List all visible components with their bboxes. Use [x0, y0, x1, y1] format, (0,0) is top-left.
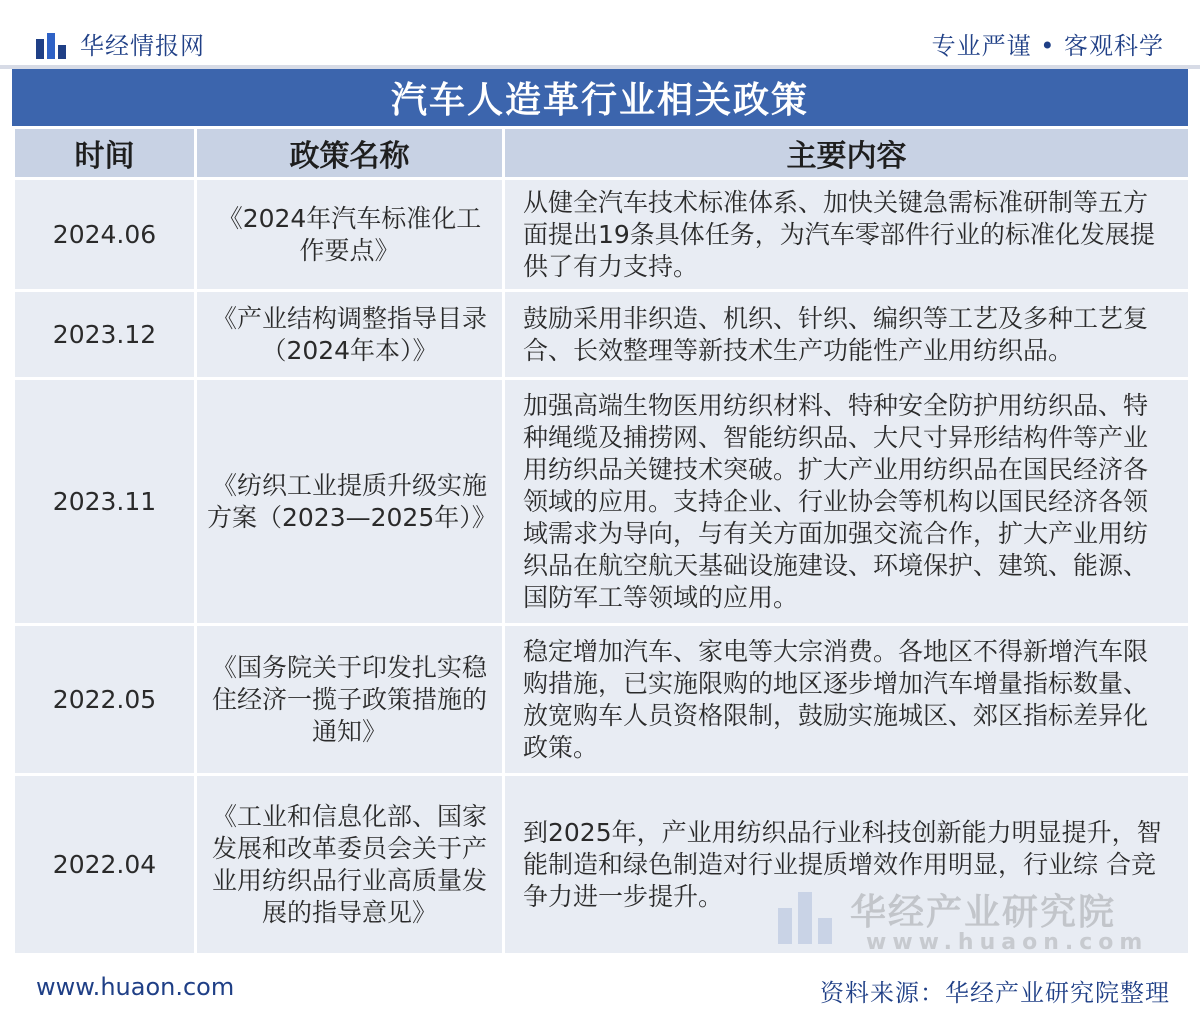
page-header [0, 0, 1200, 66]
policy-name: 《国务院关于印发扎实稳住经济一揽子政策措施的通知》 [196, 625, 504, 775]
watermark-url: www.huaon.com [866, 930, 1149, 955]
policy-name: 《纺织工业提质升级实施方案（2023—2025年）》 [196, 379, 504, 625]
policy-name: 《工业和信息化部、国家发展和改革委员会关于产业用纺织品行业高质量发展的指导意见》 [196, 775, 504, 955]
column-header-content: 主要内容 [504, 128, 1190, 179]
policy-table [12, 126, 1191, 956]
policy-name: 《2024年汽车标准化工作要点》 [196, 179, 504, 291]
policy-time: 2022.05 [14, 625, 196, 775]
policy-content: 鼓励采用非织造、机织、针织、编织等工艺及多种工艺复合、长效整理等新技术生产功能性产业用纺织品。 [504, 291, 1190, 379]
table-row [14, 379, 1190, 625]
table-row [14, 179, 1190, 291]
slogan: 专业严谨 • 客观科学 [931, 32, 1164, 60]
column-header-name: 政策名称 [196, 128, 504, 179]
column-header-time: 时间 [14, 128, 196, 179]
data-source-note: 资料来源：华经产业研究院整理 [820, 979, 1170, 1007]
logo-text: 华经情报网 [80, 32, 205, 60]
policy-content: 加强高端生物医用纺织材料、特种安全防护用纺织品、特种绳缆及捕捞网、智能纺织品、大尺寸异形结构件等产业用纺织品关键技术突破。扩大产业用纺织品在国民经济各领域的应用。支持企业、行业协会等机构以国民经济各领域需求为导向，与有关方面加强交流合作，扩大产业用纺织品在航空航天基础设施建设、环境保护、建筑、能源、国防军工等领域的应用。 [504, 379, 1190, 625]
table-row [14, 775, 1190, 955]
page-footer [0, 955, 1200, 1024]
policy-content: 稳定增加汽车、家电等大宗消费。各地区不得新增汽车限购措施，已实施限购的地区逐步增加汽车增量指标数量、放宽购车人员资格限制，鼓励实施城区、郊区指标差异化政策。 [504, 625, 1190, 775]
footer-website-link[interactable]: www.huaon.com [36, 973, 235, 1001]
policy-name: 《产业结构调整指导目录（2024年本）》 [196, 291, 504, 379]
table-row [14, 625, 1190, 775]
page-title: 汽车人造革行业相关政策 [12, 69, 1188, 126]
policy-time: 2024.06 [14, 179, 196, 291]
bar-chart-logo-icon [36, 29, 70, 59]
policy-time: 2023.12 [14, 291, 196, 379]
watermark-text: 华经产业研究院 [850, 892, 1117, 933]
policy-time: 2023.11 [14, 379, 196, 625]
table-header-row [14, 128, 1190, 179]
logo[interactable] [36, 26, 205, 61]
policy-time: 2022.04 [14, 775, 196, 955]
policy-content: 从健全汽车技术标准体系、加快关键急需标准研制等五方面提出19条具体任务，为汽车零部件行业的标准化发展提供了有力支持。 [504, 179, 1190, 291]
table-row [14, 291, 1190, 379]
policy-content: 到2025年，产业用纺织品行业科技创新能力明显提升，智能制造和绿色制造对行业提质增效作用明显，行业综 合竞争力进一步提升。 [504, 775, 1190, 955]
